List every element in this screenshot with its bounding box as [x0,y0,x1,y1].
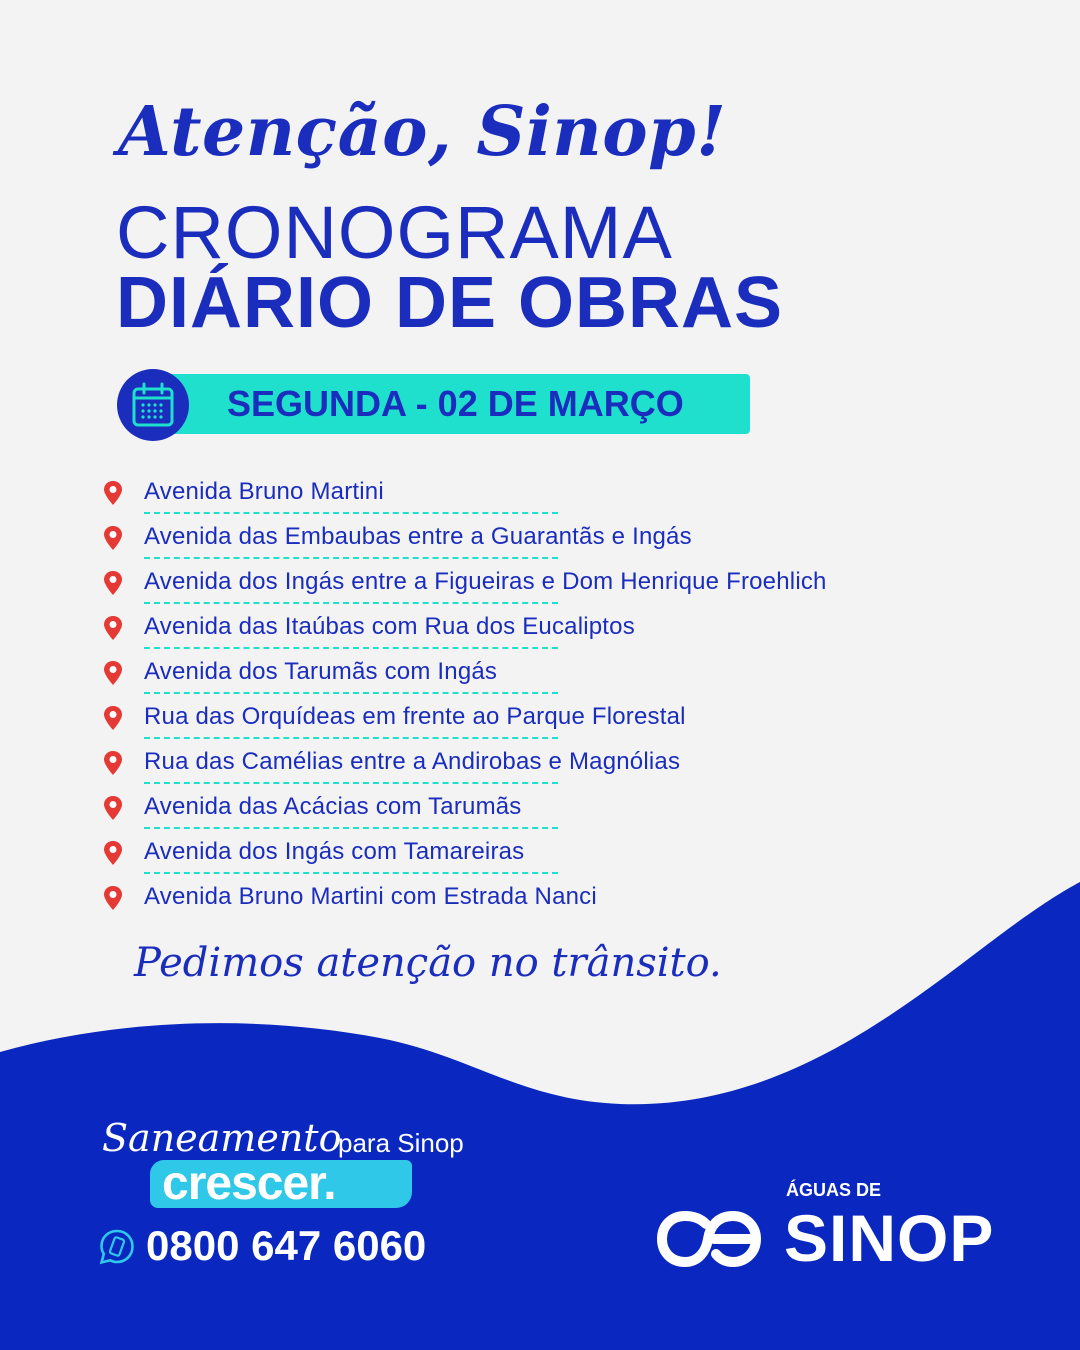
map-pin-icon [102,660,124,686]
map-pin-icon [102,525,124,551]
map-pin-icon [102,840,124,866]
map-pin-icon [102,885,124,911]
divider [144,827,558,829]
location-text: Avenida dos Ingás entre a Figueiras e Dom Henrique Froehlich [144,568,827,595]
phone-number[interactable]: 0800 647 6060 [146,1222,427,1269]
divider [144,872,558,874]
ae-icon [656,1210,764,1268]
location-text: Rua das Camélias entre a Andirobas e Magnólias [144,748,681,775]
traffic-notice: Pedimos atenção no trânsito. [134,940,722,986]
divider [144,602,558,604]
location-text: Avenida dos Tarumãs com Ingás [144,658,498,685]
location-text: Avenida dos Ingás com Tamareiras [144,838,525,865]
whatsapp-icon [98,1228,136,1266]
location-text: Rua das Orquídeas em frente ao Parque Florestal [144,703,686,730]
divider [144,737,558,739]
greeting-headline: Atenção, Sinop! [118,92,727,172]
logo-name: SINOP [784,1201,995,1275]
date-label: SEGUNDA - 02 DE MARÇO [227,383,684,424]
map-pin-icon [102,705,124,731]
campaign-saneamento: Saneamento [102,1116,342,1160]
location-text: Avenida das Acácias com Tarumãs [144,793,522,820]
map-pin-icon [102,480,124,506]
campaign-crescer: crescer. [162,1157,336,1210]
campaign-para-sinop: para Sinop [338,1128,464,1158]
location-text: Avenida das Itaúbas com Rua dos Eucaliptos [144,613,635,640]
divider [144,782,558,784]
logo-prefix: ÁGUAS DE [786,1180,882,1200]
location-text: Avenida Bruno Martini com Estrada Nanci [144,883,597,910]
calendar-icon [131,382,175,428]
map-pin-icon [102,615,124,641]
date-banner [150,374,750,434]
divider [144,692,558,694]
title-diario-de-obras: DIÁRIO DE OBRAS [116,263,784,343]
divider [144,647,558,649]
title-cronograma: CRONOGRAMA [116,191,673,274]
divider [144,557,558,559]
map-pin-icon [102,750,124,776]
calendar-badge [117,369,189,441]
map-pin-icon [102,795,124,821]
divider [144,512,558,514]
map-pin-icon [102,570,124,596]
location-text: Avenida Bruno Martini [144,478,384,505]
location-text: Avenida das Embaubas entre a Guarantãs e Ingás [144,523,692,550]
